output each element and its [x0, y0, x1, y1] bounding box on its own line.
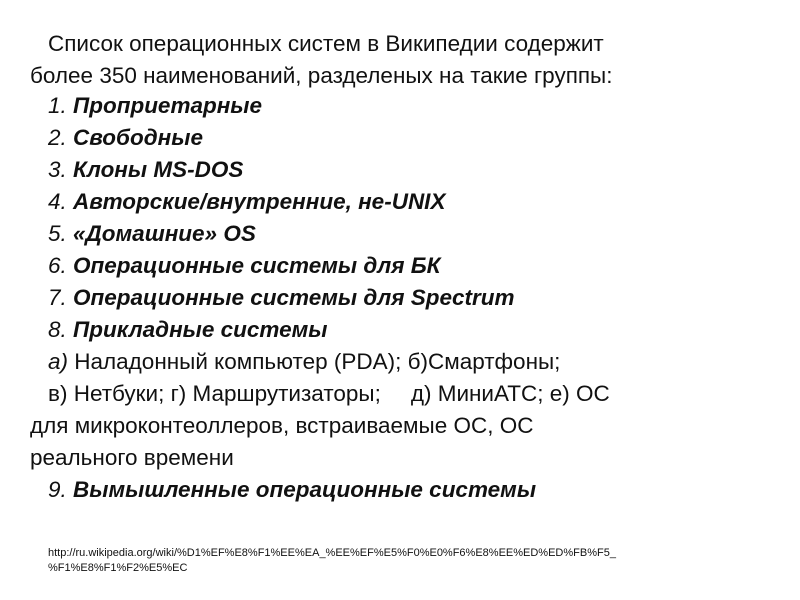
subitem-line-4: реального времени	[30, 445, 234, 470]
item-label: Свободные	[73, 125, 203, 150]
list-item	[48, 282, 768, 314]
item-number: 1.	[48, 93, 74, 118]
source-url-line-2[interactable]: %F1%E8%F1%F2%E5%EC	[48, 562, 188, 574]
subitem-text-v-g: в) Нетбуки; г) Маршрутизаторы;	[48, 381, 381, 406]
applied-systems-subitems	[30, 346, 770, 474]
item-label: Прикладные системы	[73, 317, 328, 342]
item-number: 9.	[48, 477, 74, 502]
source-url-line-1[interactable]: http://ru.wikipedia.org/wiki/%D1%EF%E8%F1%EE%EA_%EE%EF%E5%F0%E0%F6%E8%EE%ED%ED%FB%F5_	[48, 547, 616, 559]
list-item	[48, 314, 768, 346]
item-label: Операционные системы для Spectrum	[73, 285, 515, 310]
subitem-letter-a: а)	[48, 349, 69, 374]
list-item-9	[48, 474, 536, 506]
subitem-text-d-e: д) МиниАТС; е) ОС	[410, 381, 610, 406]
item-number: 7.	[48, 285, 74, 310]
item-number: 6.	[48, 253, 74, 278]
subitem-line-1	[30, 346, 770, 378]
intro-line-1: Список операционных систем в Википедии содержит	[48, 31, 604, 56]
list-item	[48, 154, 768, 186]
source-link[interactable]	[48, 546, 748, 576]
item-number: 3.	[48, 157, 74, 182]
intro-paragraph	[30, 28, 770, 92]
item-number: 5.	[48, 221, 74, 246]
list-item	[48, 218, 768, 250]
item-label: Авторские/внутренние, не-UNIX	[73, 189, 446, 214]
item-label: Проприетарные	[73, 93, 263, 118]
item-number: 2.	[48, 125, 74, 150]
item-label: Операционные системы для БК	[73, 253, 441, 278]
list-item	[48, 250, 768, 282]
os-group-list	[48, 90, 768, 346]
list-item	[48, 122, 768, 154]
item-number: 4.	[48, 189, 74, 214]
item-label: «Домашние» OS	[73, 221, 256, 246]
subitem-line-2	[30, 378, 770, 410]
item-number: 8.	[48, 317, 74, 342]
subitem-text-a-b: Наладонный компьютер (PDA); б)Смартфоны;	[68, 349, 561, 374]
list-item	[48, 186, 768, 218]
item-label: Вымышленные операционные системы	[73, 477, 537, 502]
list-item	[48, 90, 768, 122]
item-label: Клоны MS-DOS	[73, 157, 244, 182]
subitem-line-3: для микроконтеоллеров, встраиваемые ОС, ОС	[30, 413, 534, 438]
intro-line-2: более 350 наименований, разделеных на такие группы:	[30, 63, 613, 88]
